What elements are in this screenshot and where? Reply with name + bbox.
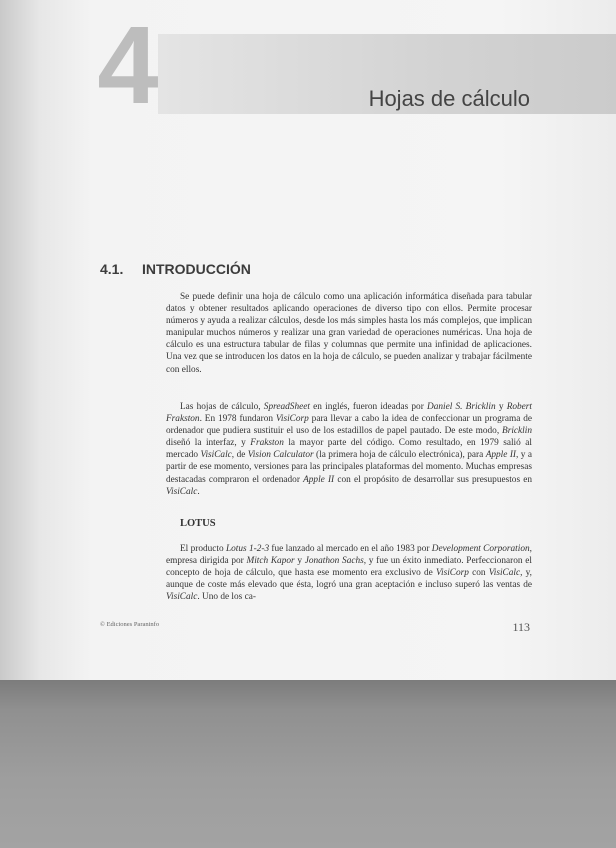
italic-term: Vision Calculator	[247, 450, 314, 461]
scan-shadow	[0, 680, 616, 848]
section-number: 4.1.	[100, 261, 124, 277]
page-number: 113	[512, 620, 530, 634]
chapter-title: Hojas de cálculo	[368, 86, 530, 111]
footer-publisher: © Ediciones Paraninfo	[100, 621, 160, 628]
italic-term: Apple II	[485, 450, 517, 461]
italic-term: Development Corporation	[431, 544, 530, 554]
italic-term: SpreadSheet	[263, 402, 310, 412]
italic-term: Lotus 1-2-3	[225, 544, 270, 554]
subsection-heading: LOTUS	[180, 518, 216, 529]
italic-term: Daniel S. Bricklin	[427, 402, 496, 412]
chapter-number: 4	[97, 4, 159, 127]
section-title: INTRODUCCIÓN	[142, 261, 251, 277]
italic-term: Mitch Kapor	[246, 556, 295, 567]
italic-term: Robert Frakston	[166, 402, 533, 425]
italic-term: Bricklin	[502, 426, 532, 437]
italic-term: Apple II	[303, 474, 335, 485]
italic-term: VisiCorp	[436, 568, 469, 579]
paragraph: Las hojas de cálculo, SpreadSheet en inglés, fueron ideadas por Daniel S. Bricklin y Robert Frakston. En 1978 fundaron VisiCorp para llevar a cabo la idea de confeccionar un programa de ordenador que pudiera sustituir el uso de los estadillos de papel pautado. De este modo, Bricklin diseñó la interfaz, y Frakston la mayor parte del código. Como resultado, en 1979 salió al mercado VisiCalc, de Vision Calculator (la primera hoja de cálculo electrónica), para Apple II, y a partir de ese momento, versiones para las principales plataformas del momento. Muchas empresas destacadas compraron el ordenador Apple II con el propósito de desarrollar sus presupuestos en VisiCalc.	[166, 402, 533, 497]
italic-term: VisiCalc	[166, 486, 198, 497]
italic-term: VisiCalc	[200, 450, 232, 461]
italic-term: VisiCalc	[488, 568, 521, 579]
italic-term: VisiCalc	[166, 592, 198, 603]
italic-term: VisiCorp	[275, 414, 309, 425]
paragraph: Se puede definir una hoja de cálculo como una aplicación informática diseñada para tabular datos y obtener resultados aplicando operaciones de diverso tipo con ellos. Permite procesar números y ayuda a realizar cálculos, desde los más simples hasta los más complejos, que implican manipular muchos números y realizar una gran variedad de operaciones numéricas. Una hoja de cálculo es una estructura tabular de filas y columnas que permite una infinidad de aplicaciones. Una vez que se introducen los datos en la hoja de cálculo, se pueden analizar y trabajar fácilmente con ellos.	[166, 292, 532, 375]
section-heading	[100, 259, 400, 279]
italic-term: Jonathon Sachs	[304, 556, 364, 567]
paragraph: El producto Lotus 1-2-3 fue lanzado al mercado en el año 1983 por Development Corporation, empresa dirigida por Mitch Kapor y Jonathon Sachs, y fue un éxito inmediato. Perfeccionaron el concepto de hoja de cálculo, que hasta ese momento era exclusivo de VisiCorp con VisiCalc, y, aunque de coste más elevado que ésta, logró una gran aceptación e incluso superó las ventas de VisiCalc. Uno de los ca-	[166, 544, 532, 603]
italic-term: Frakston	[250, 438, 284, 449]
